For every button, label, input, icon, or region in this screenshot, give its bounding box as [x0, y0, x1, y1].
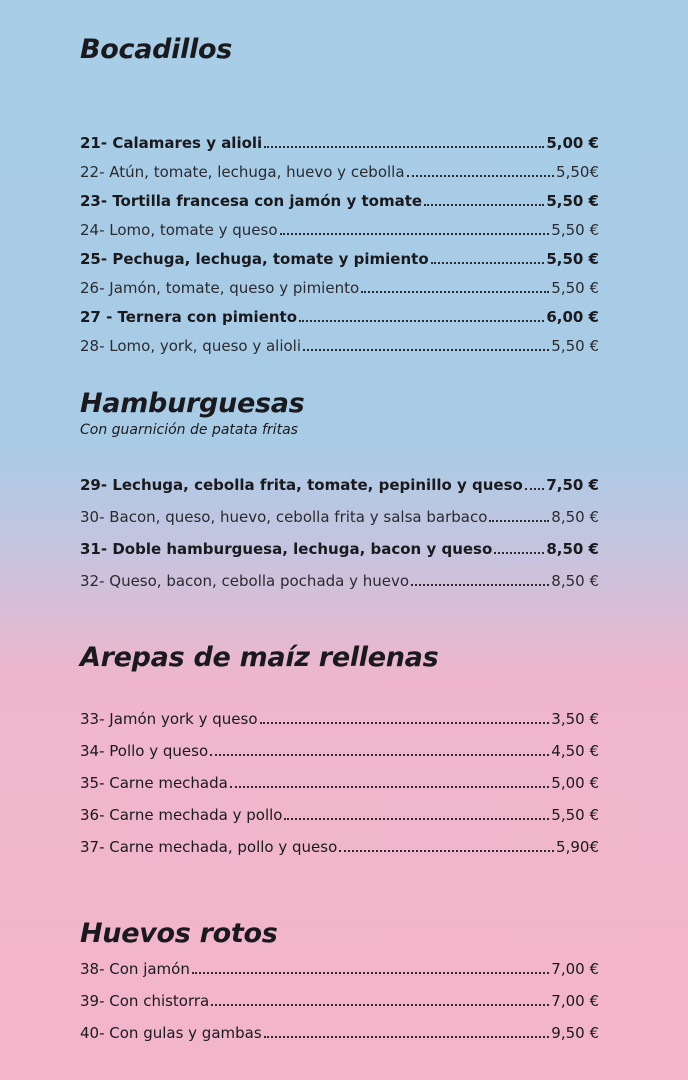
menu-item [80, 162, 599, 182]
dot-leader [210, 754, 549, 756]
item-name: 34- Pollo y queso [80, 742, 209, 760]
item-price: 5,50 € [551, 279, 599, 297]
item-price: 9,50 € [551, 1024, 599, 1042]
dot-leader [264, 146, 544, 148]
item-price: 5,00 € [546, 134, 599, 152]
item-price: 3,50 € [551, 710, 599, 728]
item-price: 5,50€ [556, 163, 599, 181]
menu-item [80, 507, 599, 527]
menu-item [80, 307, 599, 327]
item-name: 37- Carne mechada, pollo y queso [80, 838, 338, 856]
section-hamburguesas [80, 388, 600, 590]
item-price: 8,50 € [546, 540, 599, 558]
menu-item [80, 220, 599, 240]
item-price: 8,50 € [551, 572, 599, 590]
dot-leader [303, 349, 549, 351]
dot-leader [264, 1036, 550, 1038]
dot-leader [431, 262, 545, 264]
item-name: 22- Atún, tomate, lechuga, huevo y cebolla [80, 163, 405, 181]
menu-item [80, 539, 599, 559]
section-title: Hamburguesas [80, 388, 305, 419]
section-subtitle: Con guarnición de patata fritas [80, 422, 298, 438]
item-name: 26- Jamón, tomate, queso y pimiento [80, 279, 360, 297]
dot-leader [424, 204, 544, 206]
item-name: 31- Doble hamburguesa, lechuga, bacon y queso [80, 540, 493, 558]
dot-leader [411, 584, 549, 586]
section-huevos-rotos [80, 918, 600, 1042]
item-name: 40- Con gulas y gambas [80, 1024, 262, 1042]
menu-item [80, 991, 599, 1011]
dot-leader [284, 818, 549, 820]
item-price: 7,50 € [546, 476, 599, 494]
item-name: 30- Bacon, queso, huevo, cebolla frita y salsa barbaco [80, 508, 488, 526]
menu-item [80, 837, 599, 857]
menu-item [80, 709, 599, 729]
item-price: 5,50 € [546, 192, 599, 210]
dot-leader [211, 1004, 549, 1006]
dot-leader [339, 850, 554, 852]
item-price: 5,90€ [556, 838, 599, 856]
item-name: 27 - Ternera con pimiento [80, 308, 298, 326]
dot-leader [192, 972, 549, 974]
item-price: 4,50 € [551, 742, 599, 760]
dot-leader [230, 786, 549, 788]
item-name: 39- Con chistorra [80, 992, 210, 1010]
menu-item [80, 249, 599, 269]
item-price: 5,50 € [551, 337, 599, 355]
dot-leader [260, 722, 550, 724]
item-name: 32- Queso, bacon, cebolla pochada y huevo [80, 572, 410, 590]
menu-item [80, 741, 599, 761]
section-arepas [80, 642, 600, 856]
section-title: Huevos rotos [80, 918, 278, 949]
section-bocadillos [80, 34, 600, 355]
dot-leader [407, 175, 555, 177]
menu-item [80, 1023, 599, 1043]
menu-item [80, 571, 599, 591]
item-price: 6,00 € [546, 308, 599, 326]
menu-item [80, 336, 599, 356]
item-name: 28- Lomo, york, queso y alioli [80, 337, 302, 355]
dot-leader [280, 233, 550, 235]
item-name: 33- Jamón york y queso [80, 710, 258, 728]
dot-leader [489, 520, 549, 522]
item-name: 23- Tortilla francesa con jamón y tomate [80, 192, 423, 210]
item-name: 36- Carne mechada y pollo [80, 806, 283, 824]
menu-item [80, 475, 599, 495]
menu-item [80, 805, 599, 825]
item-name: 29- Lechuga, cebolla frita, tomate, pepinillo y queso [80, 476, 523, 494]
item-name: 21- Calamares y alioli [80, 134, 263, 152]
menu-item [80, 133, 599, 153]
menu-item [80, 773, 599, 793]
dot-leader [525, 488, 544, 490]
item-price: 7,00 € [551, 960, 599, 978]
menu-item [80, 959, 599, 979]
section-title: Arepas de maíz rellenas [80, 642, 439, 673]
item-price: 8,50 € [551, 508, 599, 526]
item-price: 5,50 € [551, 221, 599, 239]
item-price: 5,00 € [551, 774, 599, 792]
item-name: 35- Carne mechada [80, 774, 228, 792]
item-price: 7,00 € [551, 992, 599, 1010]
item-price: 5,50 € [551, 806, 599, 824]
dot-leader [494, 552, 544, 554]
item-name: 24- Lomo, tomate y queso [80, 221, 278, 239]
dot-leader [299, 320, 544, 322]
item-name: 25- Pechuga, lechuga, tomate y pimiento [80, 250, 429, 268]
menu-item [80, 278, 599, 298]
item-name: 38- Con jamón [80, 960, 190, 978]
item-price: 5,50 € [546, 250, 599, 268]
section-title: Bocadillos [80, 34, 233, 65]
dot-leader [361, 291, 549, 293]
menu-item [80, 191, 599, 211]
